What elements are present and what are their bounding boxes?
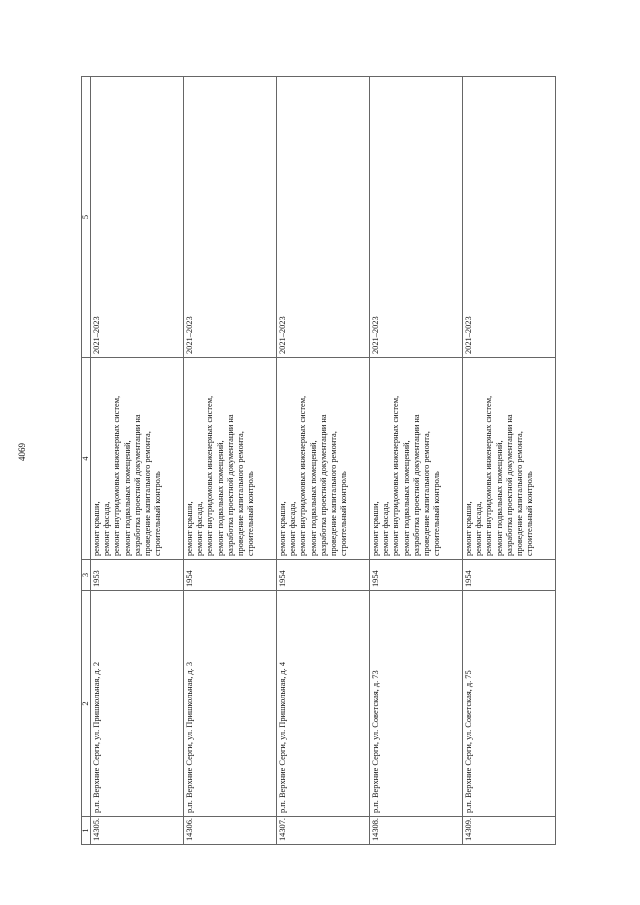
period-cell: 2021–2023 [370,77,463,358]
rotated-page [81,77,556,845]
build-year-cell: 1954 [463,560,556,591]
works-cell [184,358,277,560]
period-cell: 2021–2023 [184,77,277,358]
work-item: ремонт внутридомовых инженерных систем, [484,395,494,556]
work-item: проведение капитального ремонта, [422,431,432,556]
work-item: проведение капитального ремонта, [515,431,525,556]
column-number-header: 3 [82,560,91,591]
page-number: 4069 [17,443,27,461]
work-item: разработка проектной документации на [504,414,514,556]
work-item: разработка проектной документации на [411,414,421,556]
work-item: ремонт фасада, [102,501,112,556]
table-row [277,77,370,845]
work-item: ремонт фасада, [195,501,205,556]
build-year-cell: 1953 [91,560,184,591]
work-item: ремонт крыши, [371,501,380,556]
row-number-cell: 14307. [277,817,370,845]
work-item: ремонт подвальных помещений, [401,440,411,556]
work-item: ремонт подвальных помещений, [308,440,318,556]
works-cell [370,358,463,560]
work-item: ремонт фасада, [288,501,298,556]
row-number-cell: 14306. [184,817,277,845]
work-item: ремонт фасада, [381,501,391,556]
row-number-cell: 14305. [91,817,184,845]
work-item: строительный контроль [432,471,442,556]
address-cell: р.п. Верхние Серги, ул. Советская, д. 73 [370,591,463,817]
work-item: ремонт фасада, [474,501,484,556]
period-cell: 2021–2023 [91,77,184,358]
works-cell [277,358,370,560]
column-number-row [82,77,91,845]
work-item: ремонт внутридомовых инженерных систем, [298,395,308,556]
address-cell: р.п. Верхние Серги, ул. Советская, д. 75 [463,591,556,817]
address-cell: р.п. Верхние Серги, ул. Пришкольная, д. 4 [277,591,370,817]
work-item: ремонт подвальных помещений, [494,440,504,556]
work-item: ремонт подвальных помещений, [215,440,225,556]
work-item: строительный контроль [153,471,163,556]
address-cell: р.п. Верхние Серги, ул. Пришкольная, д. 2 [91,591,184,817]
column-number-header: 2 [82,591,91,817]
work-item: ремонт внутридомовых инженерных систем, [391,395,401,556]
work-item: проведение капитального ремонта, [143,431,153,556]
table-row [91,77,184,845]
table-row [184,77,277,845]
work-item: ремонт крыши, [278,501,287,556]
work-item: ремонт крыши, [92,501,101,556]
column-number-header: 4 [82,358,91,560]
work-item: ремонт крыши, [464,501,473,556]
table-row [463,77,556,845]
row-number-cell: 14308. [370,817,463,845]
work-item: строительный контроль [339,471,349,556]
build-year-cell: 1954 [184,560,277,591]
work-item: ремонт подвальных помещений, [122,440,132,556]
build-year-cell: 1954 [370,560,463,591]
table-row [370,77,463,845]
work-item: разработка проектной документации на [225,414,235,556]
work-item: строительный контроль [246,471,256,556]
work-item: строительный контроль [525,471,535,556]
work-item: ремонт внутридомовых инженерных систем, [112,395,122,556]
row-number-cell: 14309. [463,817,556,845]
build-year-cell: 1954 [277,560,370,591]
period-cell: 2021–2023 [463,77,556,358]
column-number-header: 5 [82,77,91,358]
work-item: разработка проектной документации на [132,414,142,556]
works-cell [463,358,556,560]
repair-register-table [81,76,556,845]
work-item: ремонт крыши, [185,501,194,556]
address-cell: р.п. Верхние Серги, ул. Пришкольная, д. 3 [184,591,277,817]
work-item: разработка проектной документации на [318,414,328,556]
work-item: ремонт внутридомовых инженерных систем, [205,395,215,556]
works-cell [91,358,184,560]
table-body [91,77,556,845]
column-number-header: 1 [82,817,91,845]
period-cell: 2021–2023 [277,77,370,358]
work-item: проведение капитального ремонта, [329,431,339,556]
work-item: проведение капитального ремонта, [236,431,246,556]
